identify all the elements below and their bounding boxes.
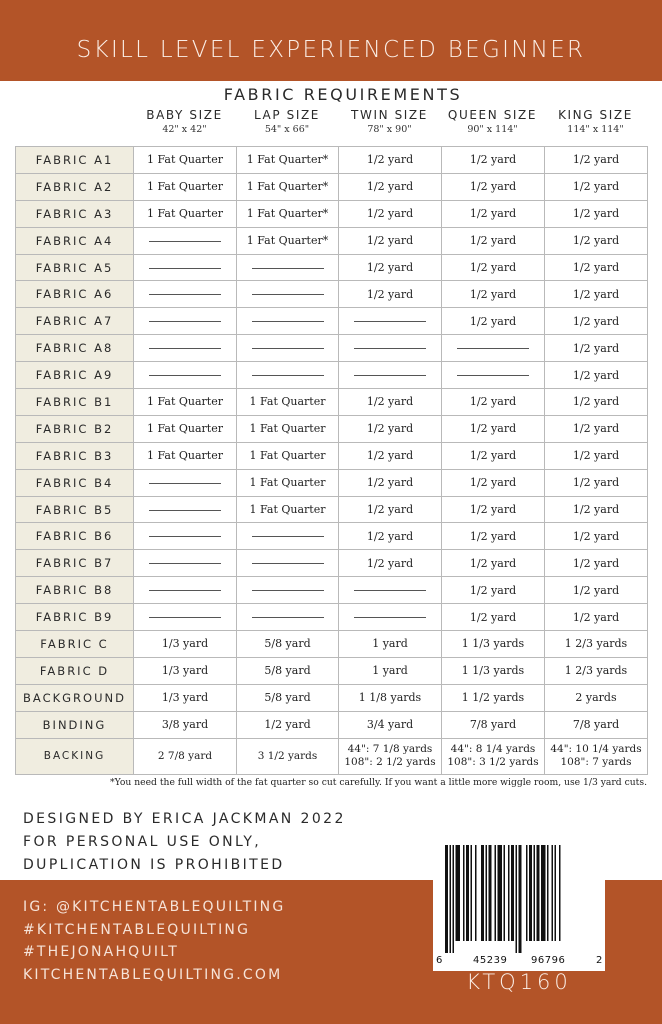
- quantity-cell: 3/4 yard: [339, 711, 442, 738]
- quantity-cell: 1 yard: [339, 631, 442, 658]
- quantity-cell: 1/2 yard: [339, 523, 442, 550]
- size-column-headers: [133, 108, 647, 142]
- quantity-cell: 1/2 yard: [545, 254, 648, 281]
- quantity-cell: 1/2 yard: [442, 442, 545, 469]
- quantity-cell: 1 Fat Quarter*: [237, 227, 339, 254]
- quantity-cell: 1 Fat Quarter: [237, 415, 339, 442]
- not-needed-cell: [237, 281, 339, 308]
- personal-use-line: FOR PERSONAL USE ONLY,: [23, 834, 262, 850]
- quantity-cell: 5/8 yard: [237, 684, 339, 711]
- cell-backing-queen: 44": 8 1/4 yards 108": 3 1/2 yards: [442, 738, 545, 774]
- table-row: [16, 308, 648, 335]
- dash-line-icon: [354, 617, 426, 618]
- quantity-cell: 1/2 yard: [237, 711, 339, 738]
- not-needed-cell: [237, 550, 339, 577]
- quantity-cell: 1 Fat Quarter: [134, 415, 237, 442]
- table-row-backing: [16, 738, 648, 774]
- quantity-cell: 1/2 yard: [339, 173, 442, 200]
- column-header-twin: TWIN SIZE 78" x 90": [351, 108, 428, 135]
- row-label: FABRIC B3: [16, 442, 134, 469]
- quantity-cell: 1/2 yard: [545, 227, 648, 254]
- quantity-cell: 1 1/3 yards: [442, 657, 545, 684]
- dash-line-icon: [149, 321, 221, 322]
- quantity-cell: 1/2 yard: [442, 200, 545, 227]
- designer-line: DESIGNED BY ERICA JACKMAN 2022: [23, 811, 346, 827]
- quantity-cell: 1 Fat Quarter: [237, 469, 339, 496]
- not-needed-cell: [134, 577, 237, 604]
- column-header-baby: BABY SIZE 42" x 42": [146, 108, 223, 135]
- quantity-cell: 1/2 yard: [339, 227, 442, 254]
- not-needed-cell: [237, 335, 339, 362]
- quantity-cell: 1/2 yard: [442, 523, 545, 550]
- table-row: [16, 550, 648, 577]
- quantity-cell: 1/2 yard: [545, 173, 648, 200]
- table-row: [16, 469, 648, 496]
- quantity-cell: 1/2 yard: [442, 415, 545, 442]
- skill-level-banner: [0, 0, 662, 81]
- table-row: [16, 200, 648, 227]
- quantity-cell: 2 yards: [545, 684, 648, 711]
- quantity-cell: 1/2 yard: [442, 308, 545, 335]
- row-label: FABRIC A9: [16, 362, 134, 389]
- quantity-cell: 1 Fat Quarter*: [237, 173, 339, 200]
- quantity-cell: 1/2 yard: [545, 281, 648, 308]
- dash-line-icon: [252, 268, 324, 269]
- table-row: [16, 496, 648, 523]
- duplication-line: DUPLICATION IS PROHIBITED: [23, 857, 285, 873]
- table-row: [16, 442, 648, 469]
- quantity-cell: 1 2/3 yards: [545, 631, 648, 658]
- not-needed-cell: [134, 254, 237, 281]
- quantity-cell: 1/2 yard: [442, 496, 545, 523]
- quantity-cell: 3/8 yard: [134, 711, 237, 738]
- cell-backing-baby: 2 7/8 yard: [134, 738, 237, 774]
- product-sku: KTQ160: [466, 970, 572, 994]
- dash-line-icon: [149, 617, 221, 618]
- not-needed-cell: [237, 523, 339, 550]
- row-label: FABRIC B1: [16, 389, 134, 416]
- barcode-bars-icon: [445, 845, 595, 953]
- table-row: [16, 631, 648, 658]
- cell-backing-king: 44": 10 1/4 yards 108": 7 yards: [545, 738, 648, 774]
- dash-line-icon: [252, 321, 324, 322]
- row-label: FABRIC A8: [16, 335, 134, 362]
- quantity-cell: 1/2 yard: [545, 335, 648, 362]
- quantity-cell: 1 Fat Quarter*: [237, 200, 339, 227]
- table-row: [16, 335, 648, 362]
- table-row: [16, 577, 648, 604]
- not-needed-cell: [134, 469, 237, 496]
- dash-line-icon: [354, 590, 426, 591]
- row-label: BACKGROUND: [16, 684, 134, 711]
- dash-line-icon: [149, 348, 221, 349]
- dash-line-icon: [149, 375, 221, 376]
- dash-line-icon: [149, 241, 221, 242]
- quantity-cell: 1/2 yard: [545, 469, 648, 496]
- not-needed-cell: [134, 523, 237, 550]
- quantity-cell: 5/8 yard: [237, 657, 339, 684]
- dash-line-icon: [149, 294, 221, 295]
- dash-line-icon: [354, 321, 426, 322]
- dash-line-icon: [252, 375, 324, 376]
- dash-line-icon: [354, 348, 426, 349]
- column-header-king: KING SIZE 114" x 114": [558, 108, 633, 135]
- table-row: [16, 254, 648, 281]
- not-needed-cell: [237, 362, 339, 389]
- dash-line-icon: [252, 294, 324, 295]
- row-label: FABRIC B7: [16, 550, 134, 577]
- quantity-cell: 1/2 yard: [545, 577, 648, 604]
- skill-level-text: SKILL LEVEL EXPERIENCED BEGINNER: [76, 36, 586, 63]
- row-label: BACKING: [16, 738, 134, 774]
- fabric-requirements-title: FABRIC REQUIREMENTS: [223, 85, 463, 104]
- table-row: [16, 389, 648, 416]
- quantity-cell: 1/2 yard: [339, 254, 442, 281]
- quantity-cell: 1/2 yard: [545, 362, 648, 389]
- not-needed-cell: [134, 281, 237, 308]
- quantity-cell: 1/2 yard: [442, 469, 545, 496]
- quantity-cell: 1/2 yard: [545, 550, 648, 577]
- fabric-requirements-table: [15, 146, 648, 775]
- quantity-cell: 1/2 yard: [442, 550, 545, 577]
- row-label: FABRIC B2: [16, 415, 134, 442]
- row-label: FABRIC B9: [16, 604, 134, 631]
- table-body: [16, 147, 648, 739]
- quantity-cell: 1/2 yard: [339, 469, 442, 496]
- dash-line-icon: [457, 348, 529, 349]
- quantity-cell: 1/3 yard: [134, 657, 237, 684]
- quantity-cell: 1 Fat Quarter: [134, 147, 237, 174]
- table-row: [16, 281, 648, 308]
- not-needed-cell: [237, 577, 339, 604]
- quantity-cell: 1/2 yard: [339, 415, 442, 442]
- table-row: [16, 684, 648, 711]
- column-header-lap: LAP SIZE 54" x 66": [254, 108, 320, 135]
- quantity-cell: 1/2 yard: [545, 604, 648, 631]
- row-label: FABRIC B4: [16, 469, 134, 496]
- not-needed-cell: [134, 550, 237, 577]
- quantity-cell: 1/2 yard: [442, 147, 545, 174]
- dash-line-icon: [457, 375, 529, 376]
- row-label: FABRIC A1: [16, 147, 134, 174]
- dash-line-icon: [149, 483, 221, 484]
- table-row: [16, 227, 648, 254]
- not-needed-cell: [134, 227, 237, 254]
- not-needed-cell: [237, 604, 339, 631]
- quantity-cell: 1/2 yard: [545, 389, 648, 416]
- barcode-digits: 6 45239 96796 2: [436, 955, 603, 966]
- not-needed-cell: [442, 335, 545, 362]
- fat-quarter-footnote: *You need the full width of the fat quarter so cut carefully. If you want a little more wiggle room, use 1/3 yard cuts.: [110, 777, 647, 788]
- dash-line-icon: [149, 590, 221, 591]
- table-row: [16, 147, 648, 174]
- dash-line-icon: [354, 375, 426, 376]
- dash-line-icon: [149, 563, 221, 564]
- cell-backing-lap: 3 1/2 yards: [237, 738, 339, 774]
- quantity-cell: 1/2 yard: [442, 577, 545, 604]
- table-row: [16, 657, 648, 684]
- not-needed-cell: [134, 335, 237, 362]
- not-needed-cell: [339, 308, 442, 335]
- quantity-cell: 1 1/2 yards: [442, 684, 545, 711]
- row-label: FABRIC A5: [16, 254, 134, 281]
- not-needed-cell: [134, 308, 237, 335]
- quantity-cell: 1/2 yard: [442, 173, 545, 200]
- row-label: FABRIC A4: [16, 227, 134, 254]
- hashtag-thejonahquilt: #THEJONAHQUILT: [23, 944, 180, 960]
- quantity-cell: 1/2 yard: [545, 308, 648, 335]
- dash-line-icon: [149, 268, 221, 269]
- quantity-cell: 1 Fat Quarter: [134, 389, 237, 416]
- row-label: FABRIC B5: [16, 496, 134, 523]
- quantity-cell: 1/2 yard: [339, 442, 442, 469]
- quantity-cell: 1/2 yard: [339, 496, 442, 523]
- table-row: [16, 362, 648, 389]
- row-label: FABRIC B6: [16, 523, 134, 550]
- not-needed-cell: [237, 308, 339, 335]
- dash-line-icon: [252, 590, 324, 591]
- quantity-cell: 1/2 yard: [545, 523, 648, 550]
- quantity-cell: 1 Fat Quarter: [237, 389, 339, 416]
- table-row: [16, 711, 648, 738]
- row-label: FABRIC D: [16, 657, 134, 684]
- row-label: FABRIC A3: [16, 200, 134, 227]
- quantity-cell: 1 yard: [339, 657, 442, 684]
- row-label: FABRIC B8: [16, 577, 134, 604]
- quantity-cell: 1/2 yard: [545, 147, 648, 174]
- instagram-handle: IG: @KITCHENTABLEQUILTING: [23, 899, 286, 915]
- table-row: [16, 173, 648, 200]
- not-needed-cell: [134, 362, 237, 389]
- quantity-cell: 1/2 yard: [339, 147, 442, 174]
- row-label: FABRIC A2: [16, 173, 134, 200]
- not-needed-cell: [237, 254, 339, 281]
- dash-line-icon: [149, 536, 221, 537]
- quantity-cell: 1/2 yard: [339, 281, 442, 308]
- hashtag-kitchentablequilting: #KITCHENTABLEQUILTING: [23, 921, 251, 938]
- quantity-cell: 1 Fat Quarter: [134, 200, 237, 227]
- not-needed-cell: [134, 604, 237, 631]
- quantity-cell: 1/2 yard: [442, 254, 545, 281]
- table-row: [16, 523, 648, 550]
- quantity-cell: 1 Fat Quarter: [134, 173, 237, 200]
- dash-line-icon: [252, 348, 324, 349]
- quantity-cell: 1/2 yard: [442, 281, 545, 308]
- quantity-cell: 1 1/3 yards: [442, 631, 545, 658]
- quantity-cell: 5/8 yard: [237, 631, 339, 658]
- website-link: KITCHENTABLEQUILTING.COM: [23, 966, 283, 983]
- quantity-cell: 1 2/3 yards: [545, 657, 648, 684]
- row-label: BINDING: [16, 711, 134, 738]
- table-row: [16, 415, 648, 442]
- quantity-cell: 1/2 yard: [545, 415, 648, 442]
- row-label: FABRIC C: [16, 631, 134, 658]
- not-needed-cell: [134, 496, 237, 523]
- quantity-cell: 7/8 yard: [442, 711, 545, 738]
- not-needed-cell: [339, 362, 442, 389]
- barcode: [433, 843, 605, 971]
- row-label: FABRIC A7: [16, 308, 134, 335]
- quantity-cell: 1 Fat Quarter: [134, 442, 237, 469]
- not-needed-cell: [339, 577, 442, 604]
- quantity-cell: 1/2 yard: [339, 200, 442, 227]
- dash-line-icon: [252, 536, 324, 537]
- quantity-cell: 1/2 yard: [545, 442, 648, 469]
- table-row: [16, 604, 648, 631]
- quantity-cell: 1/2 yard: [339, 550, 442, 577]
- quantity-cell: 1/3 yard: [134, 631, 237, 658]
- not-needed-cell: [339, 335, 442, 362]
- dash-line-icon: [252, 617, 324, 618]
- quantity-cell: 1/2 yard: [442, 227, 545, 254]
- quantity-cell: 1/3 yard: [134, 684, 237, 711]
- quantity-cell: 1/2 yard: [442, 604, 545, 631]
- quantity-cell: 1 Fat Quarter*: [237, 147, 339, 174]
- designer-credits: [23, 808, 346, 877]
- not-needed-cell: [442, 362, 545, 389]
- column-header-queen: QUEEN SIZE 90" x 114": [447, 108, 538, 135]
- quantity-cell: 1 Fat Quarter: [237, 496, 339, 523]
- social-links: [23, 896, 285, 986]
- quantity-cell: 1/2 yard: [545, 496, 648, 523]
- quantity-cell: 1 Fat Quarter: [237, 442, 339, 469]
- quantity-cell: 1/2 yard: [339, 389, 442, 416]
- quantity-cell: 1/2 yard: [442, 389, 545, 416]
- quantity-cell: 1/2 yard: [545, 200, 648, 227]
- quantity-cell: 7/8 yard: [545, 711, 648, 738]
- dash-line-icon: [149, 510, 221, 511]
- row-label: FABRIC A6: [16, 281, 134, 308]
- quantity-cell: 1 1/8 yards: [339, 684, 442, 711]
- not-needed-cell: [339, 604, 442, 631]
- cell-backing-twin: 44": 7 1/8 yards 108": 2 1/2 yards: [339, 738, 442, 774]
- dash-line-icon: [252, 563, 324, 564]
